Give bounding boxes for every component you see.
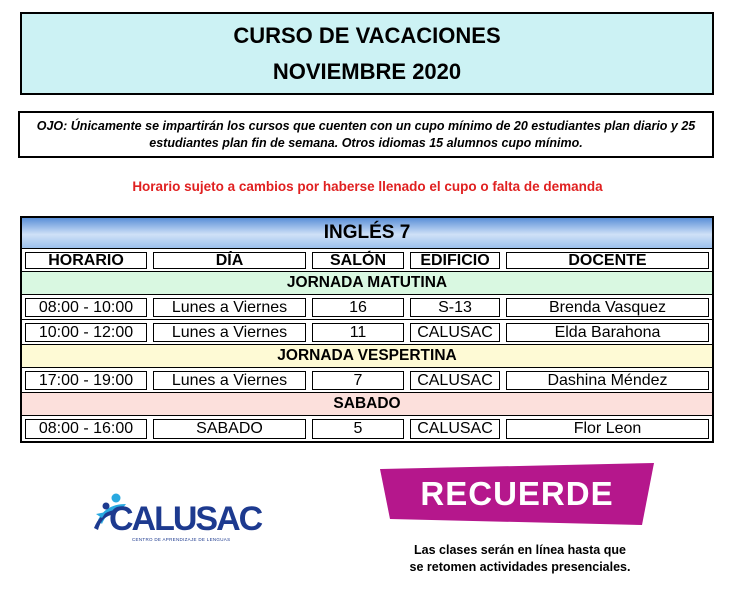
section-label: JORNADA MATUTINA <box>286 274 448 291</box>
title-box <box>20 12 714 95</box>
table-row <box>22 416 712 441</box>
note-text: OJO: Únicamente se impartirán los cursos que cuenten con un cupo mínimo de 20 estudiantes plan diario y 25 estudiantes plan fin de semana. Otros idiomas 15 alumnos cupo mínimo. <box>36 119 696 150</box>
header-horario: HORARIO <box>22 249 150 271</box>
logo-subtitle: CENTRO DE APRENDIZAJE DE LENGUAS <box>132 537 231 542</box>
schedule-table <box>20 216 714 443</box>
logo-wordmark: CALUSAC <box>109 500 262 538</box>
note-box <box>18 111 714 158</box>
table-header <box>22 249 712 272</box>
cell-dia: Lunes a Viernes <box>150 320 309 344</box>
header-edificio: EDIFICIO <box>407 249 503 271</box>
title-line-2: NOVIEMBRE 2020 <box>272 58 462 84</box>
cell-horario: 10:00 - 12:00 <box>22 320 150 344</box>
header-docente: DOCENTE <box>503 249 712 271</box>
course-title: INGLÉS 7 <box>323 222 411 243</box>
cell-horario: 08:00 - 10:00 <box>22 295 150 319</box>
cell-dia: Lunes a Viernes <box>150 368 309 392</box>
cell-horario: 17:00 - 19:00 <box>22 368 150 392</box>
table-row <box>22 320 712 345</box>
section-saturday <box>22 393 712 416</box>
section-label: SABADO <box>333 395 401 412</box>
cell-docente: Dashina Méndez <box>503 368 712 392</box>
recuerde-label: RECUERDE <box>420 475 614 512</box>
cell-edificio: S-13 <box>407 295 503 319</box>
calusac-logo <box>92 490 262 550</box>
cell-dia: SABADO <box>150 416 309 441</box>
table-row <box>22 295 712 320</box>
title-line-1: CURSO DE VACACIONES <box>233 22 501 48</box>
cell-salon: 11 <box>309 320 407 344</box>
cell-salon: 16 <box>309 295 407 319</box>
cell-salon: 7 <box>309 368 407 392</box>
warning-text: Horario sujeto a cambios por haberse llenado el cupo o falta de demanda <box>132 179 603 194</box>
reminder-line-2: se retomen actividades presenciales. <box>409 560 631 574</box>
recuerde-banner <box>380 463 654 525</box>
reminder-text <box>360 542 680 576</box>
cell-docente: Elda Barahona <box>503 320 712 344</box>
cell-edificio: CALUSAC <box>407 368 503 392</box>
section-morning <box>22 272 712 295</box>
cell-edificio: CALUSAC <box>407 320 503 344</box>
course-banner <box>22 218 712 249</box>
cell-horario: 08:00 - 16:00 <box>22 416 150 441</box>
cell-docente: Flor Leon <box>503 416 712 441</box>
header-dia: DÍA <box>150 249 309 271</box>
reminder-line-1: Las clases serán en línea hasta que <box>414 543 626 557</box>
cell-edificio: CALUSAC <box>407 416 503 441</box>
cell-docente: Brenda Vasquez <box>503 295 712 319</box>
header-salon: SALÓN <box>309 249 407 271</box>
cell-dia: Lunes a Viernes <box>150 295 309 319</box>
section-afternoon <box>22 345 712 368</box>
table-row <box>22 368 712 393</box>
section-label: JORNADA VESPERTINA <box>277 347 457 364</box>
cell-salon: 5 <box>309 416 407 441</box>
